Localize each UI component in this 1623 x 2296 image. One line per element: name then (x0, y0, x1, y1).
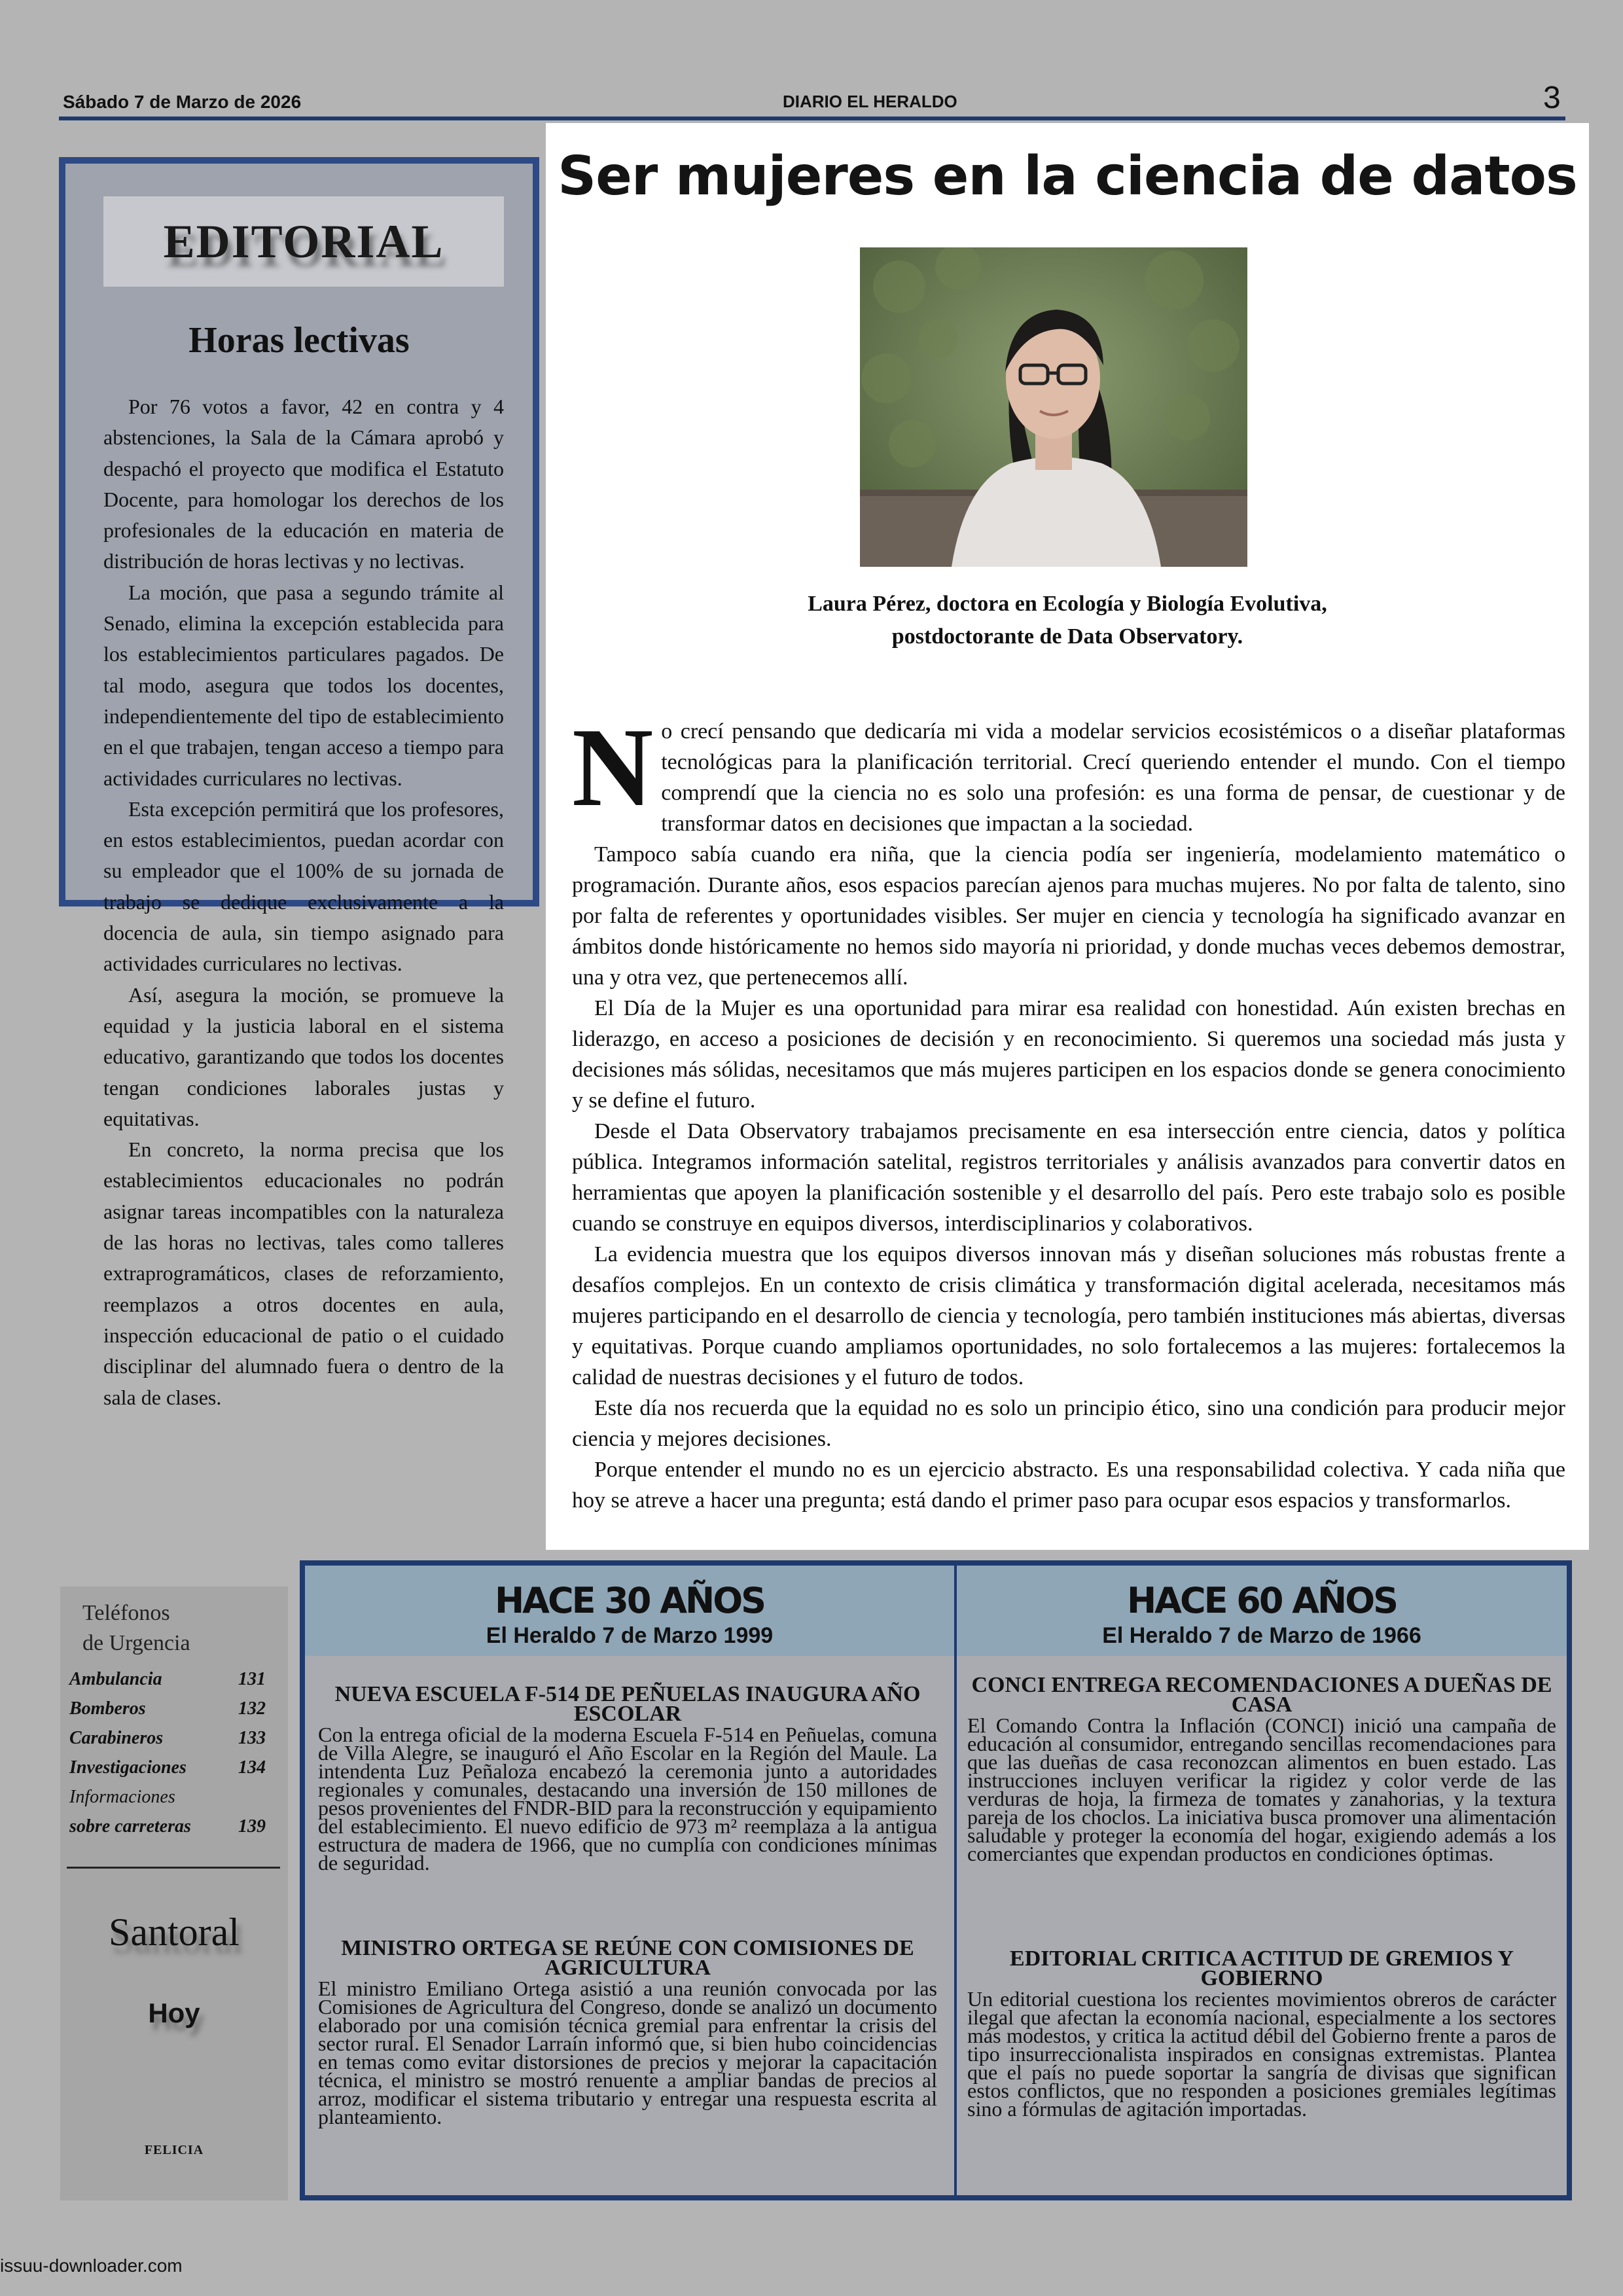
news-item (967, 1946, 1556, 2121)
phone-label: sobre carreteras (69, 1816, 191, 1837)
article-first-text: o crecí pensando que dedicaría mi vida a modelar servicios ecosistémicos o a diseñar plataformas tecnológicas para la planificación territorial. Crecí queriendo entender el mundo. Con el tiempo comprendí que la ciencia no es solo una profesión: es una forma de pensar, de cuestionar y de transformar datos en decisiones que impactan a la sociedad. (661, 719, 1565, 836)
watermark-text: issuu-downloader.com (0, 2255, 183, 2276)
news-headline: EDITORIAL CRITICA ACTITUD DE GREMIOS Y GOBIERNO (1010, 1946, 1514, 1990)
phone-info-label: Informaciones (69, 1787, 175, 1807)
editorial-title: Horas lectivas (188, 320, 410, 361)
article-title: Ser mujeres en la ciencia de datos (558, 145, 1577, 207)
phone-number: 132 (238, 1698, 266, 1719)
article-paragraph: Tampoco sabía cuando era niña, que la ciencia podía ser ingeniería, modelamiento matemático o programación. Durante años, esos espacios parecían ajenos para muchas mujeres. No por falta de talento, sino por falta de referentes y oportunidades visibles. Ser mujer en ciencia y tecnología ha significado avanzar en ámbitos donde históricamente no hemos sido mayoría ni prioridad, y donde muchas veces debemos demostrar, una y otra vez, que pertenecemos allí. (572, 842, 1565, 990)
article-body (572, 706, 1565, 1516)
phone-label: Investigaciones (69, 1757, 187, 1778)
editorial-paragraph: La moción, que pasa a segundo trámite al Senado, elimina la excepción establecida para los establecimientos particulares pagados. De tal modo, asegura que todos los docentes, independientemente del tipo de establecimiento en el que trabajen, tengan acceso a tiempo para actividades curriculares no lectivas. (103, 580, 504, 790)
caption-line: postdoctorante de Data Observatory. (891, 624, 1243, 649)
phone-label: Ambulancia (69, 1669, 162, 1689)
editorial-banner (103, 196, 504, 287)
phones-title (82, 1598, 190, 1659)
santoral-saint: FELICIA (144, 2143, 204, 2157)
news-item (318, 1936, 937, 2128)
phone-number: 134 (238, 1757, 266, 1778)
caption-line: Laura Pérez, doctora en Ecología y Biología Evolutiva, (808, 592, 1327, 616)
drop-cap: N (572, 706, 654, 830)
phone-label: Carabineros (69, 1728, 164, 1748)
hace60-title: HACE 60 AÑOS (1126, 1580, 1397, 1621)
editorial-paragraph: En concreto, la norma precisa que los establecimientos educacionales no podrán asignar tareas incompatibles con la naturaleza de las horas no lectivas, tales como talleres extraprogramáticos, clases de reforzamiento, reemplazos a otros docentes en aula, inspección educacional de patio o el cuidado disciplinar del alumnado fuera o dentro de la sala de clases. (103, 1138, 504, 1409)
phone-label: Bomberos (69, 1698, 146, 1719)
news-body: Un editorial cuestiona los recientes movimientos obreros de carácter ilegal que afectan la economía nacional, especialmente a los sectores más modestos, y critica la actitud débil del Gobierno frente a paros de tipo insurreccionalista inspirados en consignas extremistas. Plantea que el país no puede soportar la sangría de divisas que significan estos conflictos, que no responden a posiciones gremiales legítimas sino a fórmulas de agitación importadas. (967, 1987, 1556, 2121)
newspaper-name: DIARIO EL HERALDO (783, 92, 957, 111)
news-body: El ministro Emiliano Ortega asistió a una reunión convocada por las Comisiones de Agricultura del Congreso, donde se analizó un documento elaborado por una comisión técnica gremial para enfrentar la crisis del sector rural. El Senador Larraín informó que, si bien hubo coincidencias en temas como evitar distorsiones de precios y mejorar la capacitación técnica, el ministro se mostró renuente a ampliar bandas de precios al arroz, modificar el sistema tributario y entregar una respuesta escrita al planteamiento. (318, 1977, 937, 2128)
emergency-phones-panel (60, 1587, 288, 2200)
phone-row (69, 1669, 266, 1690)
news-headline: NUEVA ESCUELA F-514 DE PEÑUELAS INAUGURA AÑO ESCOLAR (334, 1682, 921, 1726)
page-number: 3 (1543, 81, 1561, 115)
phone-row (69, 1757, 266, 1778)
news-item (967, 1673, 1556, 1865)
phone-row (69, 1816, 266, 1837)
editorial-banner-text: EDITORIAL (163, 215, 444, 268)
phone-row (69, 1728, 266, 1749)
history-box (300, 1560, 1572, 2200)
hace30-subtitle: El Heraldo 7 de Marzo 1999 (486, 1623, 774, 1648)
editorial-paragraph: Esta excepción permitirá que los profesores, en estos establecimientos, puedan acordar con su empleador que el 100% de su jornada de trabajo se dedique exclusivamente a la docencia de aula, sin tiempo asignado para actividades curriculares no lectivas. (103, 797, 504, 976)
phones-title-line: de Urgencia (82, 1631, 190, 1655)
photo-caption (546, 588, 1589, 653)
article-paragraph: Porque entender el mundo no es un ejercicio abstracto. Es una responsabilidad colectiva. Y cada niña que hoy se atreve a hacer una pregunta; está dando el primer paso para ocupar esos espacios y transformarlos. (572, 1458, 1565, 1513)
phone-row (69, 1698, 266, 1719)
article-paragraph: La evidencia muestra que los equipos diversos innovan más y diseñan soluciones más robustas frente a desafíos complejos. En un contexto de crisis climática y transformación digital acelerada, necesitamos más mujeres participando en el desarrollo de ciencia y tecnología, pero también instituciones más abiertas, diversas y equitativas. Porque cuando ampliamos oportunidades, no solo fortalecemos a las mujeres: fortalecemos la calidad de nuestras decisiones y el futuro de todos. (572, 1242, 1565, 1390)
phone-number: 133 (238, 1728, 266, 1748)
hace60-subtitle: El Heraldo 7 de Marzo de 1966 (1102, 1623, 1421, 1648)
article-paragraph: Este día nos recuerda que la equidad no es solo un principio ético, sino una condición para producir mejor ciencia y mejores decisiones. (572, 1396, 1565, 1451)
phone-number: 131 (238, 1669, 266, 1689)
main-article (546, 123, 1589, 1550)
phone-number: 139 (238, 1816, 266, 1837)
article-paragraph (572, 706, 1565, 839)
news-headline: MINISTRO ORTEGA SE REÚNE CON COMISIONES DE AGRICULTURA (341, 1936, 914, 1980)
editorial-paragraph: Por 76 votos a favor, 42 en contra y 4 abstenciones, la Sala de la Cámara aprobó y despachó el proyecto que modifica el Estatuto Docente, para homologar los derechos de los profesionales de la educación en materia de distribución de horas lectivas y no lectivas. (103, 395, 504, 573)
hace60-header (957, 1566, 1567, 1656)
editorial-box (59, 157, 539, 1409)
santoral-title: Santoral (109, 1910, 240, 1954)
author-photo (860, 247, 1247, 567)
news-item (318, 1682, 937, 1874)
history-divider (954, 1566, 957, 2195)
header-date: Sábado 7 de Marzo de 2026 (63, 92, 302, 112)
hace30-header (305, 1566, 954, 1656)
editorial-paragraph: Así, asegura la moción, se promueve la equidad y la justicia laboral en el sistema educativo, garantizando que todos los docentes tengan condiciones laborales justas y equitativas. (103, 982, 504, 1130)
article-paragraph: Desde el Data Observatory trabajamos precisamente en esa intersección entre ciencia, datos y política pública. Integramos información satelital, registros territoriales y análisis avanzados para convertir datos en herramientas que apoyen la planificación sostenible y el desarrollo del país. Pero este trabajo solo es posible cuando se construye en equipos diversos, interdisciplinarios y colaborativos. (572, 1119, 1565, 1236)
news-headline: CONCI ENTREGA RECOMENDACIONES A DUEÑAS DE CASA (971, 1673, 1552, 1717)
phones-divider (67, 1867, 280, 1869)
article-paragraph: El Día de la Mujer es una oportunidad para mirar esa realidad con honestidad. Aún existen brechas en liderazgo, en acceso a posiciones de decisión y en reconocimiento. Si queremos una sociedad más justa y decisiones más sólidas, necesitamos que más mujeres participen en los espacios donde se genera conocimiento y se define el futuro. (572, 996, 1565, 1113)
news-body: El Comando Contra la Inflación (CONCI) inició una campaña de educación al consumidor, entregando sencillas recomendaciones para que las dueñas de casa reconozcan alimentos en buen estado. Las instrucciones incluyen verificar la rigidez y color verde de las verduras de hoja, la firmeza de tomates y zanahorias, y la textura pareja de los choclos. La iniciativa busca promover una alimentación saludable y proteger la economía del hogar, exigiendo además a los comerciantes que expendan productos en condiciones óptimas. (967, 1713, 1556, 1865)
hace30-title: HACE 30 AÑOS (494, 1580, 765, 1621)
header-rule (59, 117, 1565, 120)
news-body: Con la entrega oficial de la moderna Escuela F-514 en Peñuelas, comuna de Villa Alegre, se inauguró el Año Escolar en la Región del Maule. La intendenta Luz Peñaloza encabezó la ceremonia junto a autoridades regionales y comunales, destacando una inversión de 150 millones de pesos provenientes del FNDR-BID para la reconstrucción y equipamiento del establecimiento. El nuevo edificio de 973 m² reemplaza a la antigua estructura de madera de 1966, que no cumplía con condiciones mínimas de seguridad. (318, 1723, 937, 1874)
santoral-today: Hoy (148, 1998, 200, 2028)
editorial-body (103, 391, 504, 1413)
phones-title-line: Teléfonos (82, 1601, 170, 1625)
